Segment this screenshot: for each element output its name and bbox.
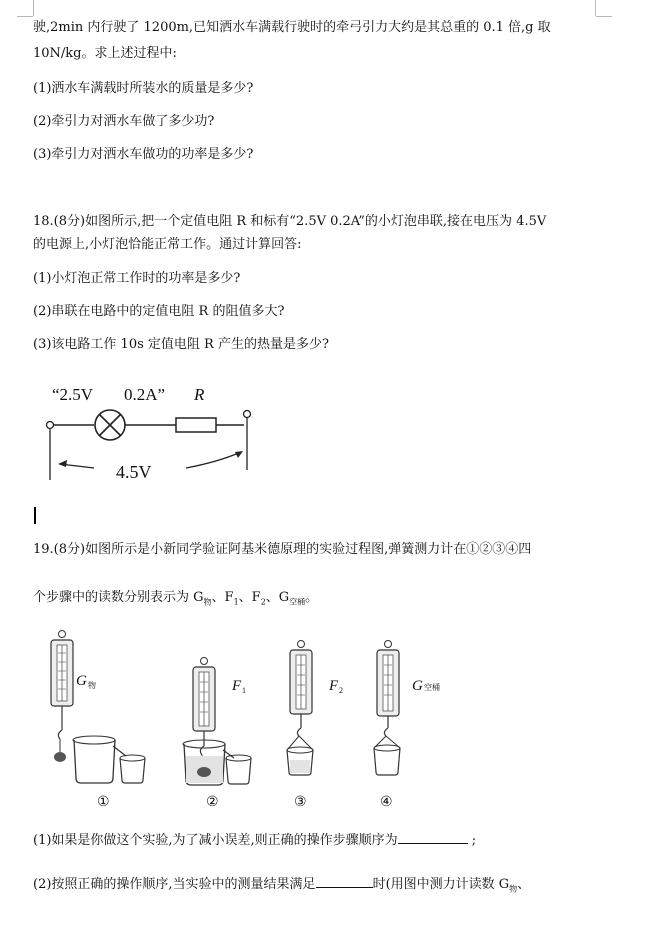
lamp-icon <box>95 410 125 440</box>
label-resistor: R <box>194 385 205 404</box>
q18-sub2: (2)串联在电路中的定值电阻 R 的阻值多大? <box>33 304 285 319</box>
spring-scale-2-icon <box>193 658 215 767</box>
q19-sub1-end: ; <box>471 833 477 848</box>
fig-label-f1: F <box>232 678 242 694</box>
margin-mark-right <box>595 0 596 16</box>
q18-sub3: (3)该电路工作 10s 定值电阻 R 产生的热量是多少? <box>33 337 329 352</box>
q19-sub2 <box>33 874 530 899</box>
q19-sub-g-object: 物 <box>203 597 212 607</box>
q19-sub2-end: 、 <box>517 877 531 892</box>
fig-label-f2: F <box>329 678 339 694</box>
step-label-3: ③ <box>294 795 307 810</box>
circuit-diagram <box>36 378 262 490</box>
q19-sub-f2: 2 <box>260 597 266 607</box>
fig-label-g: G <box>76 673 87 689</box>
q19-line2-mid: 、F <box>211 590 234 605</box>
q18-sub1: (1)小灯泡正常工作时的功率是多少? <box>33 271 241 286</box>
overflow-beaker-1-icon <box>73 736 126 783</box>
step-label-4: ④ <box>380 795 393 810</box>
q17-sub3: (3)牵引力对洒水车做功的功率是多少? <box>33 147 254 162</box>
q19-line2-end: 。 <box>305 590 319 605</box>
q19-line2-pre: 个步骤中的读数分别表示为 G <box>33 590 204 605</box>
spring-scale-1-icon <box>51 631 73 763</box>
q19-sub1 <box>33 830 476 850</box>
spring-scale-3-icon <box>287 641 313 776</box>
right-terminal <box>244 411 251 418</box>
archimedes-figure <box>36 628 456 812</box>
step-label-2: ② <box>206 795 219 810</box>
q18-line1: 18.(8分)如图所示,把一个定值电阻 R 和标有“2.5V 0.2A”的小灯泡串联,接在电压为 4.5V <box>33 214 547 229</box>
text-cursor <box>34 507 36 524</box>
left-terminal <box>47 422 54 429</box>
q19-sub-f1: 1 <box>233 597 239 607</box>
fig-label-g2: G <box>412 678 423 694</box>
label-source-voltage: 4.5V <box>116 462 152 482</box>
q19-sub2-sub: 物 <box>509 884 518 894</box>
step-label-1: ① <box>97 795 110 810</box>
answer-blank-1[interactable] <box>398 830 468 844</box>
answer-blank-2[interactable] <box>316 874 373 888</box>
q17-intro-line1: 驶,2min 内行驶了 1200m,已知洒水车满载行驶时的牵弓引力大约是其总重的 0.1 倍,g 取 <box>33 20 551 35</box>
q19-sub1-text: (1)如果是你做这个实验,为了减小误差,则正确的操作步骤顺序为 <box>33 833 398 848</box>
margin-mark-left <box>33 0 34 16</box>
spring-scale-4-icon <box>374 641 400 776</box>
q18-line2: 的电源上,小灯泡恰能正常工作。通过计算回答: <box>33 237 302 252</box>
q19-sub2-text: (2)按照正确的操作顺序,当实验中的测量结果满足 <box>33 877 316 892</box>
fig-label-f1-sub: 1 <box>242 686 246 695</box>
fig-label-f2-sub: 2 <box>339 686 343 695</box>
q19-line2-mid2: 、F <box>238 590 261 605</box>
label-current-rating: 0.2A” <box>124 385 166 404</box>
q19-sub-empty-bucket: 空桶 <box>289 597 306 607</box>
q17-sub2: (2)牵引力对洒水车做了多少功? <box>33 114 215 129</box>
catch-beaker-1-icon <box>120 755 145 783</box>
voltage-arrow-right <box>186 452 241 468</box>
q19-line1: 19.(8分)如图所示是小新同学验证阿基米德原理的实验过程图,弹簧测力计在①②③④四 <box>33 542 532 557</box>
q19-line2-mid3: 、G <box>265 590 290 605</box>
fig-label-g2-sub: 空桶 <box>424 683 440 692</box>
q19-line2 <box>33 589 318 612</box>
margin-mark-left-h <box>17 16 33 17</box>
resistor-symbol <box>176 418 216 432</box>
label-voltage-rating: “2.5V <box>52 385 94 404</box>
margin-mark-right-h <box>596 16 612 17</box>
arrowhead-left-icon <box>58 460 67 467</box>
q17-intro-line2: 10N/kg。求上述过程中: <box>33 46 177 61</box>
q17-sub1: (1)洒水车满载时所装水的质量是多少? <box>33 81 254 96</box>
catch-beaker-2-icon <box>226 755 251 784</box>
q19-sub2-mid: 时(用图中测力计读数 G <box>372 877 510 892</box>
fig-label-g-sub: 物 <box>88 681 96 690</box>
